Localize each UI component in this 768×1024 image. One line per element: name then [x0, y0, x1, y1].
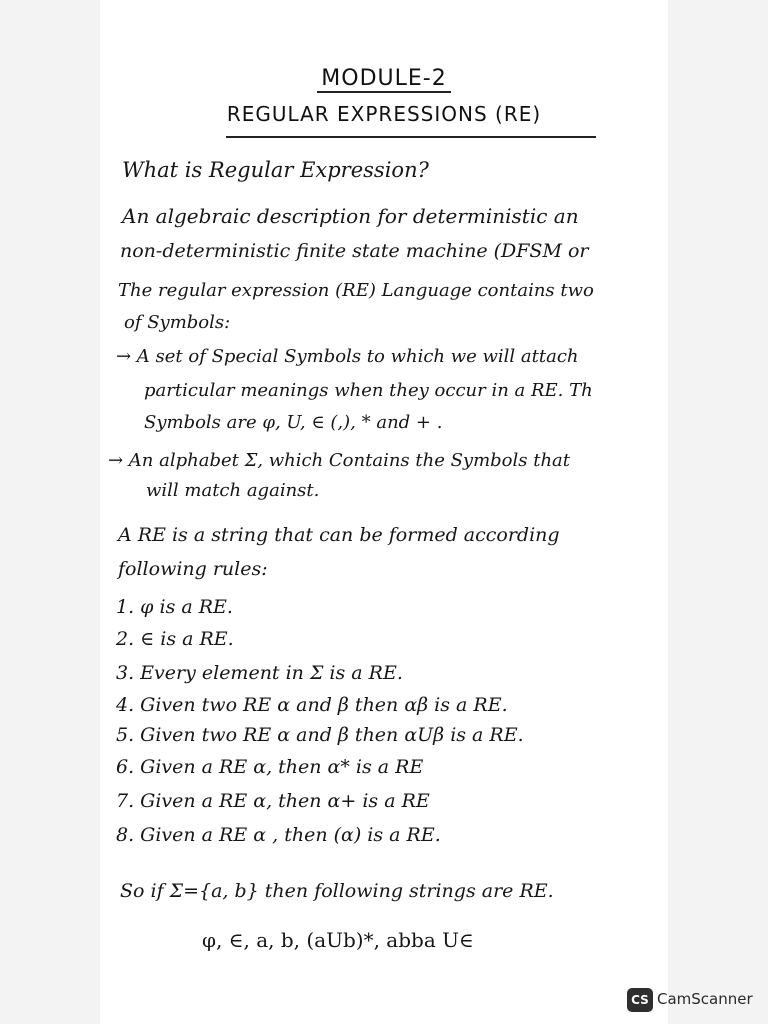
rule-7: 7. Given a RE α, then α+ is a RE [116, 790, 430, 812]
rules-intro-line-1: A RE is a string that can be formed according [118, 524, 560, 546]
rule-1: 1. φ is a RE. [116, 596, 233, 618]
module-title: MODULE-2 [0, 66, 768, 91]
example-expressions: φ, ∈, a, b, (aUb)*, abba U∈ [202, 928, 474, 952]
intro-line-2: of Symbols: [124, 312, 231, 333]
rule-3: 3. Every element in Σ is a RE. [116, 662, 403, 684]
bullet-alphabet-line-2: will match against. [146, 480, 320, 501]
conclusion-line: So if Σ={a, b} then following strings are RE. [120, 880, 554, 902]
subtitle-underline [226, 136, 596, 138]
rule-4: 4. Given two RE α and β then αβ is a RE. [116, 694, 508, 716]
bullet-special-symbols-line-3: Symbols are φ, U, ∈ (,), * and + . [144, 412, 443, 433]
bullet-alphabet-line-1: → An alphabet Σ, which Contains the Symbols that [108, 450, 571, 471]
rule-5: 5. Given two RE α and β then αUβ is a RE. [116, 724, 524, 746]
rules-intro-line-2: following rules: [118, 558, 268, 580]
intro-line-1: The regular expression (RE) Language contains two [118, 280, 594, 301]
definition-line-1: An algebraic description for deterministic an [122, 204, 579, 228]
rule-6: 6. Given a RE α, then α* is a RE [116, 756, 424, 778]
camscanner-logo: CS [627, 988, 653, 1012]
page-subtitle: REGULAR EXPRESSIONS (RE) [226, 102, 542, 126]
bullet-special-symbols-line-1: → A set of Special Symbols to which we will attach [116, 346, 579, 367]
rule-8: 8. Given a RE α , then (α) is a RE. [116, 824, 441, 846]
camscanner-watermark: CamScanner [657, 990, 753, 1008]
scanned-page [100, 0, 668, 1024]
question-heading: What is Regular Expression? [122, 158, 429, 182]
bullet-special-symbols-line-2: particular meanings when they occur in a RE. Th [144, 380, 593, 401]
definition-line-2: non-deterministic finite state machine (DFSM or [120, 240, 589, 262]
rule-2: 2. ∈ is a RE. [116, 628, 234, 650]
